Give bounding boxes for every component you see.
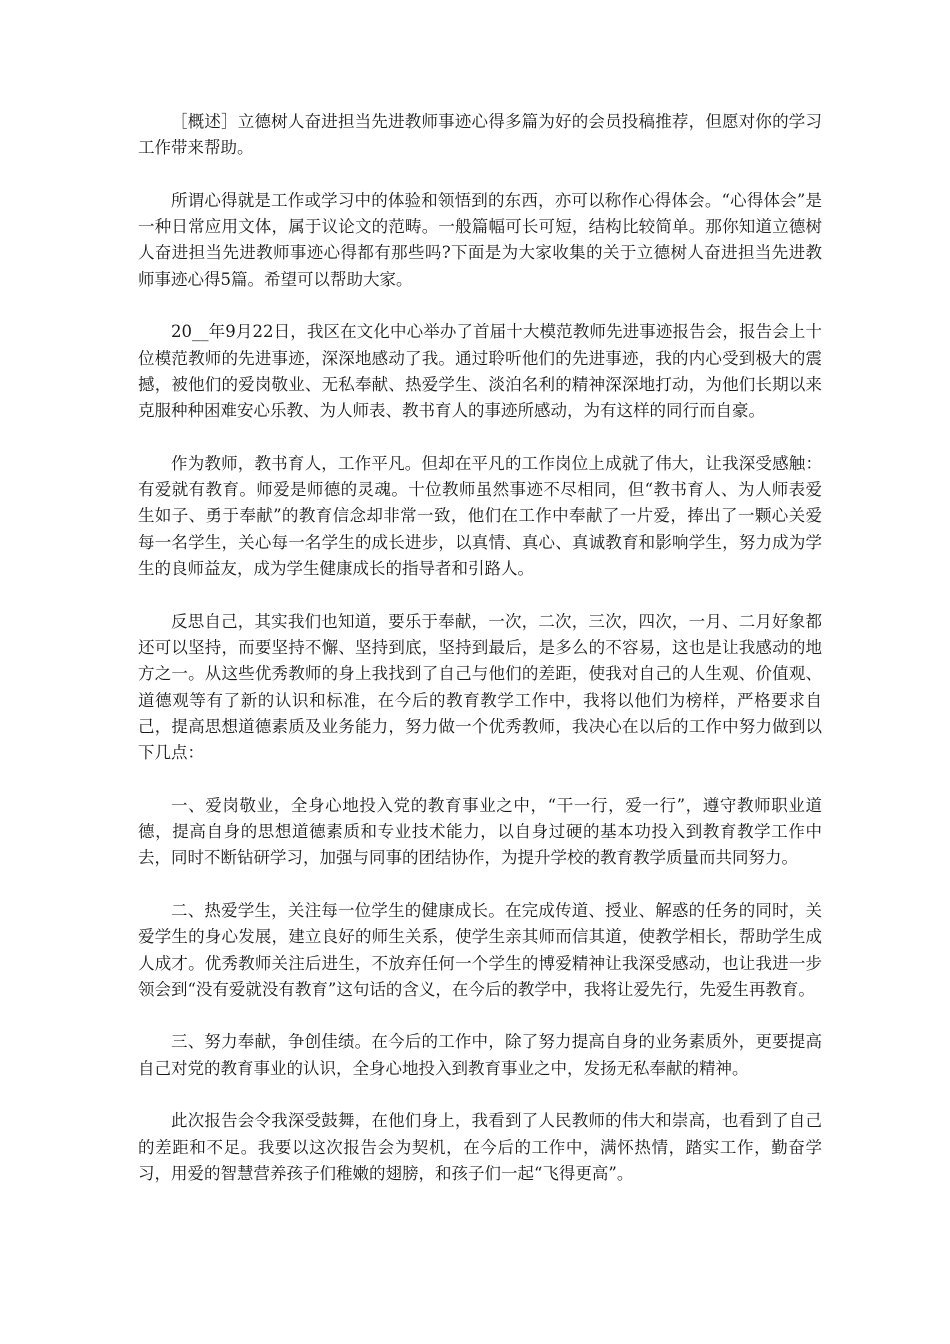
document-body xyxy=(138,109,822,1213)
paragraph-intro: 所谓心得就是工作或学习中的体验和领悟到的东西，亦可以称作心得体会。“心得体会”是一种日常应用文体，属于议论文的范畴。一般篇幅可长可短，结构比较简单。那你知道立德树人奋进担当先进教师事迹心得都有那些吗?下面是为大家收集的关于立德树人奋进担当先进教师事迹心得5篇。希望可以帮助大家。 xyxy=(138,190,822,289)
paragraph-conclusion: 此次报告会令我深受鼓舞，在他们身上，我看到了人民教师的伟大和崇高，也看到了自己的差距和不足。我要以这次报告会为契机，在今后的工作中，满怀热情，踏实工作，勤奋学习，用爱的智慧营养孩子们稚嫩的翅膀，和孩子们一起“飞得更高”。 xyxy=(138,1111,822,1183)
paragraph-self-reflection: 反思自己，其实我们也知道，要乐于奉献，一次，二次，三次，四次，一月、二月好象都还可以坚持，而要坚持不懈、坚持到底，坚持到最后，是多么的不容易，这也是让我感动的地方之一。从这些优秀教师的身上我找到了自己与他们的差距，使我对自己的人生观、价值观、道德观等有了新的认识和标准，在今后的教育教学工作中，我将以他们为榜样，严格要求自己，提高思想道德素质及业务能力，努力做一个优秀教师，我决心在以后的工作中努力做到以下几点： xyxy=(138,611,822,763)
paragraph-point-one: 一、爱岗敬业，全身心地投入党的教育事业之中，“干一行，爱一行”，遵守教师职业道德，提高自身的思想道德素质和专业技术能力，以自身过硬的基本功投入到教育教学工作中去，同时不断钻研学习，加强与同事的团结协作，为提升学校的教育教学质量而共同努力。 xyxy=(138,795,822,868)
paragraph-summary: ［概述］立德树人奋进担当先进教师事迹心得多篇为好的会员投稿推荐，但愿对你的学习工作带来帮助。 xyxy=(138,112,822,158)
paragraph-point-three: 三、努力奉献，争创佳绩。在今后的工作中，除了努力提高自身的业务素质外，更要提高自己对党的教育事业的认识，全身心地投入到教育事业之中，发扬无私奉献的精神。 xyxy=(138,1032,822,1078)
paragraph-teacher-love: 作为教师，教书育人，工作平凡。但却在平凡的工作岗位上成就了伟大，让我深受感触：有爱就有教育。师爱是师德的灵魂。十位教师虽然事迹不尽相同，但“教书育人、为人师表爱生如子、勇于奉献”的教育信念却非常一致，他们在工作中奉献了一片爱，捧出了一颗心关爱每一名学生，关心每一名学生的成长进步，以真情、真心、真诚教育和影响学生，努力成为学生的良师益友，成为学生健康成长的指导者和引路人。 xyxy=(138,453,822,579)
paragraph-point-two: 二、热爱学生，关注每一位学生的健康成长。在完成传道、授业、解惑的任务的同时，关爱学生的身心发展，建立良好的师生关系，使学生亲其师而信其道，使教学相长，帮助学生成人成才。优秀教师关注后进生，不放弃任何一个学生的博爱精神让我深受感动，也让我进一步领会到“没有爱就没有教育”这句话的含义，在今后的教学中，我将让爱先行，先爱生再教育。 xyxy=(138,900,822,999)
paragraph-report-meeting: 20__年9月22日，我区在文化中心举办了首届十大模范教师先进事迹报告会，报告会上十位模范教师的先进事迹，深深地感动了我。通过聆听他们的先进事迹，我的内心受到极大的震撼，被他们的爱岗敬业、无私奉献、热爱学生、淡泊名利的精神深深地打动，为他们长期以来克服种种困难安心乐教、为人师表、教书育人的事迹所感动，为有这样的同行而自豪。 xyxy=(138,322,822,421)
